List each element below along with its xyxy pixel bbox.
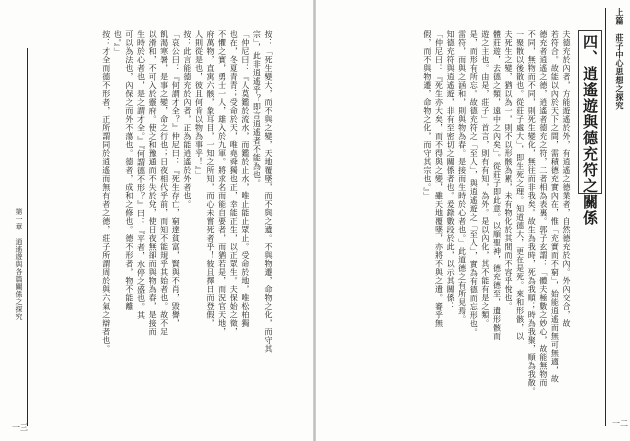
body-line: 一聚散以後散也。從莊子處大」，即生死之理。知道德大，更在是死。來和形骸，以 <box>515 30 525 341</box>
right-body-text <box>421 30 572 420</box>
body-line: 不懼之實，勇士一人，雄入於九軍。將求名而能自要者，而猶若是，而況官天地， <box>217 30 227 336</box>
body-line: 假，而不與物遷，命物之化，而守其宗也。』」 <box>422 30 432 201</box>
left-body-text <box>100 30 274 420</box>
section-title: 四、逍遙遊與德充符之關係 <box>581 34 599 226</box>
running-head: 上篇 莊子中心思想之探究 <box>615 8 624 110</box>
body-line: 「仲尼曰：『死生亦大矣，而不得與之變，雖天地覆墜，亦將不與之遺。審乎無 <box>434 30 444 328</box>
footer-rule <box>27 48 28 426</box>
left-page <box>0 0 314 441</box>
body-line: 按：「死生變大，而不與之變，天地覆墜，而不與之遺。不與物遷，命物之化，而守其 <box>264 30 273 353</box>
header-rule <box>605 8 606 426</box>
body-line: 體莊遊，去德之類，遠中之內矣」。從莊子即此意。以順聖神，德充德至，遺形骸而 <box>492 30 502 341</box>
body-line: 遊之主也。由是，莊子」首言，則有有知，為外。是以內化，其不能有是之類。 <box>480 30 490 328</box>
body-line: 人則從是也，彼且何肯以物為事乎！』」 <box>194 30 204 179</box>
body-line: 不同，無物而不同，則死生變化，無往而非我矣。故生為我時，死為我順；時為我聚，順為我散。 <box>527 30 537 396</box>
body-line: 也。』」 <box>113 30 123 56</box>
body-line: 「仲尼曰：『人莫鑑於流水，而鑑於止水，唯止能止眾止。受命於地，唯松柏獨 <box>240 30 250 328</box>
body-line: 德充者逍遙之德，逍遙者德充之符，二者相為表裏。郭子玄謂：「體夫極數之妙心，故能無物而 <box>538 30 548 387</box>
body-line: 按：才全而德不形者，正所謂同於逍遙而無有者之德，莊子所謂周於與六氣之辯者也。 <box>101 30 111 353</box>
body-line: 夫死生之變，猶以為一，則不以形骸為累，未有物化於其間而不容乎悅也。 <box>504 30 514 311</box>
body-line: 若符合。故能以內於天下之間，需積德充實內在，惟「充實而不窮」，始能逍遙而無可無適，故 <box>550 30 560 383</box>
body-line: 生時於心者也，是之謂才全。』『何謂德不形？』曰：『平者，水停之盛也。其 <box>136 30 146 320</box>
page-number: 一二 <box>612 419 628 428</box>
body-line: 府萬物，直寓六骸，象耳目，一知之所知，而心未嘗死者乎！彼且擇日而登假， <box>206 30 216 328</box>
body-line: 以滑和，不可入於靈府。使之和豫通而不失於兌，使日夜無卻而與物為春，是接而 <box>148 30 158 336</box>
page-number: 一三 <box>12 423 28 432</box>
right-page <box>316 0 630 441</box>
body-line: 夫德充於內者，方能遊遙於外，有逍遙之德業者，自然德充於內。外內交合，故 <box>562 30 571 328</box>
body-line: 也在，冬夏青青；受命於天，唯堯舜獨也正，幸能正生，以正眾生。夫保始之徵， <box>229 30 239 336</box>
body-line: 按：此言能德充於內者，正為能逍遙於外者也。 <box>182 30 192 209</box>
body-line: 可以為法也，內保之而外不蕩也。德者，成和之修也。德不形者，物不能離 <box>124 30 134 311</box>
body-line: 宗」，此非逍遙乎？即言逍遙者不能為也。 <box>252 30 262 188</box>
body-line: 雷符，而與之涵和，則與物為春。是接而生時於心者也。」此道德之有所見焉。 <box>457 30 467 324</box>
body-line: 飢渴寒暑，是事之變，命之行也；日夜相代乎前，而知不能規乎其始者也。故不足 <box>159 30 169 336</box>
body-line: 是，而形有所忘。故德充符之「至人」，與逍遙遊之「至人」，實為有德而忘形也。 <box>469 30 479 337</box>
body-line: 「哀公曰：『何謂才全？』仲尼曰：『死生存亡，窮達貧富，賢與不肖，毀譽， <box>171 30 181 328</box>
body-line: 知德充符與逍遙遊，非有至密切之關係者也。爰錄數段於此，以示其關係： <box>446 30 456 311</box>
footer-chapter: 第一章 逍遙遊與各篇關係之探究 <box>15 208 23 321</box>
